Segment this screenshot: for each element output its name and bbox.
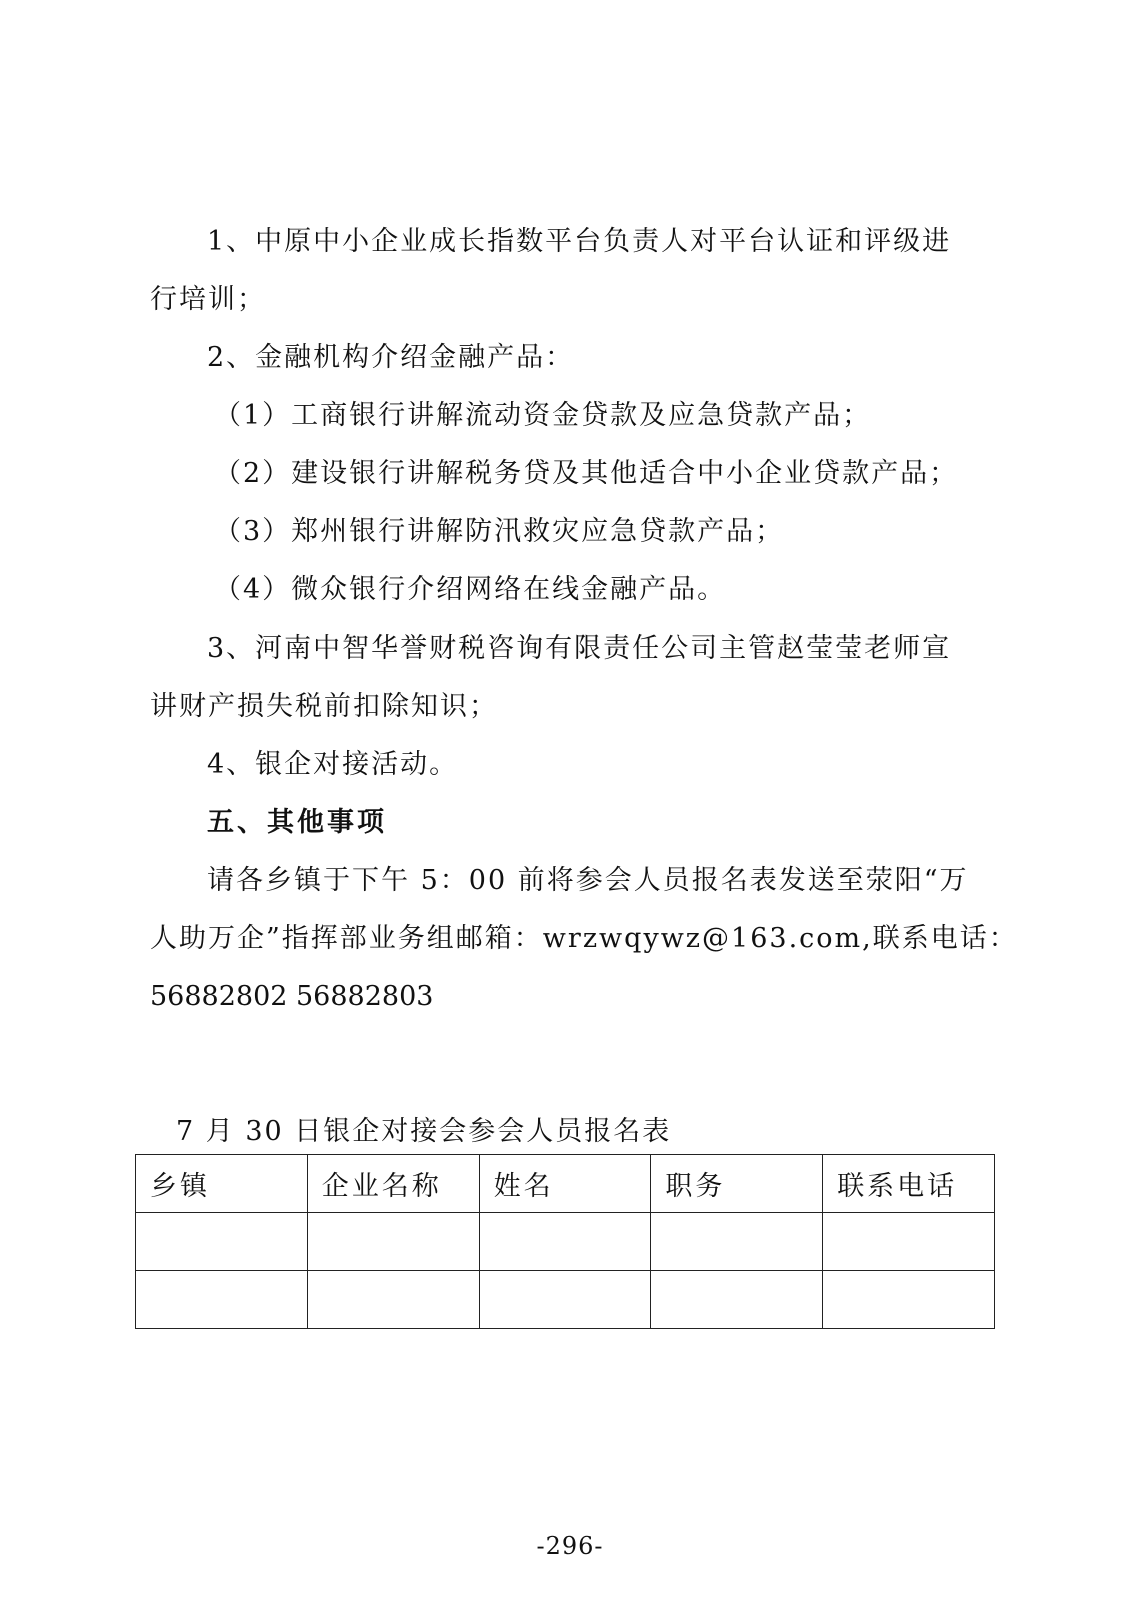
sub-item-3: （3）郑州银行讲解防汛救灾应急贷款产品；: [214, 516, 785, 547]
sub-item-1: （1）工商银行讲解流动资金贷款及应急贷款产品；: [214, 400, 872, 431]
page-number: -296-: [536, 1532, 604, 1560]
table-cell: [823, 1213, 995, 1271]
table-cell: [651, 1213, 823, 1271]
header-company-name: 企业名称: [307, 1155, 479, 1213]
item-3-line-2: 讲财产损失税前扣除知识；: [150, 691, 498, 722]
notice-line-1: 请各乡镇于下午 5：00 前将参会人员报名表发送至荥阳“万: [207, 865, 969, 896]
section-heading: 五、其他事项: [207, 807, 387, 838]
table-row: [136, 1213, 995, 1271]
table-cell: [136, 1213, 308, 1271]
notice-line-3: 56882802 56882803: [150, 981, 434, 1012]
item-2: 2、金融机构介绍金融产品：: [207, 342, 575, 373]
table-row: [136, 1271, 995, 1329]
table-cell: [307, 1213, 479, 1271]
sub-item-4: （4）微众银行介绍网络在线金融产品。: [214, 574, 727, 605]
table-cell: [479, 1213, 651, 1271]
table-cell: [651, 1271, 823, 1329]
table-cell: [307, 1271, 479, 1329]
item-1-line-1: 1、中原中小企业成长指数平台负责人对平台认证和评级进: [207, 226, 952, 257]
header-position: 职务: [651, 1155, 823, 1213]
sub-item-2: （2）建设银行讲解税务贷及其他适合中小企业贷款产品；: [214, 458, 959, 489]
table-caption: 7 月 30 日银企对接会参会人员报名表: [176, 1116, 672, 1147]
item-1-line-2: 行培训；: [150, 284, 266, 315]
notice-line-2: 人助万企”指挥部业务组邮箱：wrzwqywz@163.com,联系电话：: [150, 923, 1018, 954]
table-cell: [479, 1271, 651, 1329]
table-header-row: [136, 1155, 995, 1213]
header-name: 姓名: [479, 1155, 651, 1213]
item-4: 4、银企对接活动。: [207, 749, 459, 780]
table-cell: [823, 1271, 995, 1329]
registration-table: [135, 1154, 995, 1329]
header-phone: 联系电话: [823, 1155, 995, 1213]
item-3-line-1: 3、河南中智华誉财税咨询有限责任公司主管赵莹莹老师宣: [207, 633, 952, 664]
header-township: 乡镇: [136, 1155, 308, 1213]
table-cell: [136, 1271, 308, 1329]
